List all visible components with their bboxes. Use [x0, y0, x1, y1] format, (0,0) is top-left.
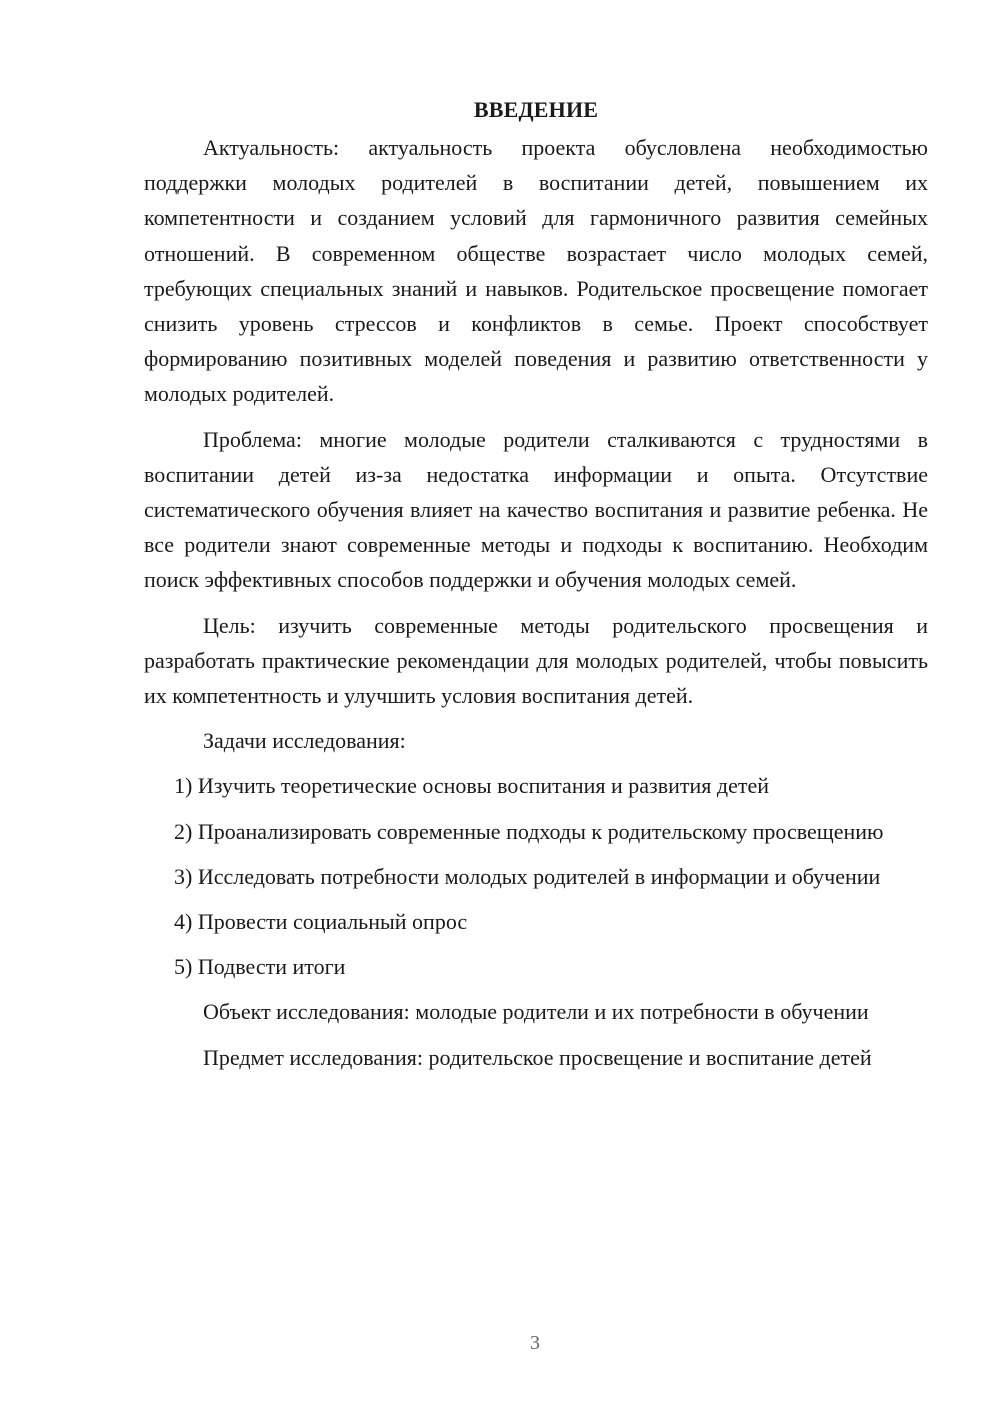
- paragraph-goal: Цель: изучить современные методы родительского просвещения и разработать практические рекомендации для молодых родителей, чтобы повысить их компетентность и улучшить условия воспитания детей.: [144, 612, 928, 709]
- paragraph-problem: Проблема: многие молодые родители сталкиваются с трудностями в воспитании детей из-за недостатка информации и опыта. Отсутствие систематического обучения влияет на качество воспитания и развитие ребенка. Не все родители знают современные методы и подходы к воспитанию. Необходим поиск эффективных способов поддержки и обучения молодых семей.: [144, 426, 928, 593]
- task-item-4: 4) Провести социальный опрос: [174, 909, 468, 935]
- page-number: 3: [530, 1332, 540, 1354]
- paragraph-object: Объект исследования: молодые родители и их потребности в обучении: [203, 999, 869, 1025]
- tasks-heading: Задачи исследования:: [203, 728, 406, 754]
- paragraph-relevance: Актуальность: актуальность проекта обусловлена необходимостью поддержки молодых родителей в воспитании детей, повышением их компетентности и созданием условий для гармоничного развития семейных отношений. В современном обществе возрастает число молодых семей, требующих специальных знаний и навыков. Родительское просвещение помогает снизить уровень стрессов и конфликтов в семье. Проект способствует формированию позитивных моделей поведения и развитию ответственности у молодых родителей.: [144, 135, 928, 407]
- page-title: ВВЕДЕНИЕ: [473, 97, 599, 122]
- paragraph-subject: Предмет исследования: родительское просвещение и воспитание детей: [203, 1044, 872, 1070]
- task-item-3: 3) Исследовать потребности молодых родителей в информации и обучении: [174, 863, 881, 889]
- task-item-5: 5) Подвести итоги: [174, 954, 346, 980]
- page-content: [144, 92, 928, 1085]
- task-item-2: 2) Проанализировать современные подходы к родительскому просвещению: [174, 818, 884, 844]
- task-item-1: 1) Изучить теоретические основы воспитания и развития детей: [174, 773, 769, 799]
